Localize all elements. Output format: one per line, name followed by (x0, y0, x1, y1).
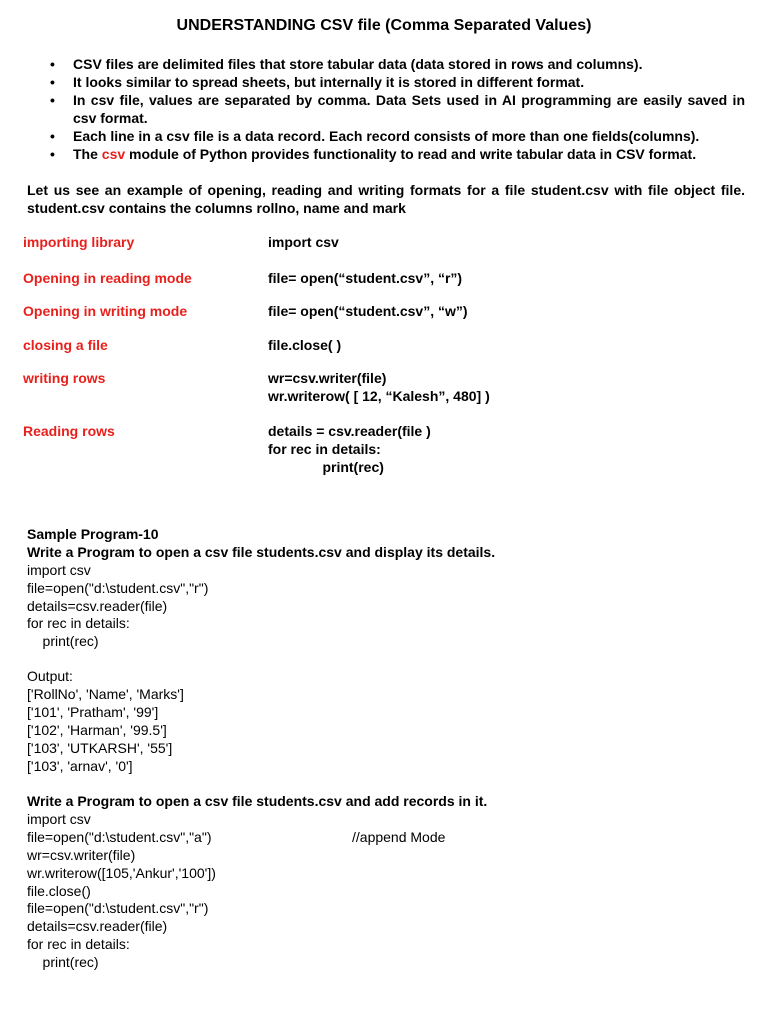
code-line: file.close() (27, 883, 91, 899)
operation-code: file.close( ) (268, 337, 342, 353)
code-line: for rec in details: (27, 615, 130, 631)
code-line: file=open("d:\student.csv","r") (27, 580, 209, 596)
code-line: import csv (27, 562, 91, 578)
operation-label: closing a file (23, 337, 108, 353)
output-line: ['103', 'arnav', '0'] (27, 758, 133, 774)
code-line: file=open("d:\student.csv","r") (27, 900, 209, 916)
code-line: import csv (27, 811, 91, 827)
operation-label: Opening in writing mode (23, 303, 188, 319)
code-comment: //append Mode (352, 829, 446, 845)
program-heading: Sample Program-10 (27, 526, 159, 542)
bullet-icon: • (50, 74, 55, 90)
csv-highlight: csv (101, 146, 126, 162)
operation-code: import csv (268, 234, 339, 250)
bullet-icon: • (50, 92, 55, 108)
code-line: for rec in details: (27, 936, 130, 952)
output-line: ['RollNo', 'Name', 'Marks'] (27, 686, 184, 702)
code-line: file=open("d:\student.csv","a") (27, 829, 212, 845)
program-task: Write a Program to open a csv file students.csv and display its details. (27, 544, 496, 560)
output-line: ['103', 'UTKARSH', '55'] (27, 740, 173, 756)
code-line: print(rec) (27, 633, 99, 649)
bullet-item: • The csv module of Python provides functionality to read and write tabular data in CSV format. (50, 146, 697, 162)
operation-code: file= open(“student.csv”, “w”) (268, 303, 468, 319)
bullet-icon: • (50, 56, 55, 72)
code-line: print(rec) (27, 954, 99, 970)
operation-code: wr=csv.writer(file) wr.writerow( [ 12, “Kalesh”, 480] ) (268, 370, 490, 404)
operation-label: Opening in reading mode (23, 270, 192, 286)
operation-label: writing rows (23, 370, 106, 386)
bullet-item: • Each line in a csv file is a data record. Each record consists of more than one fields(columns). (50, 128, 700, 144)
bullet-item: • In csv file, values are separated by comma. Data Sets used in AI programming are easily saved in csv format. (50, 92, 745, 126)
bullet-icon: • (50, 128, 55, 144)
output-line: ['102', 'Harman', '99.5'] (27, 722, 167, 738)
code-line: wr.writerow([105,'Ankur','100']) (27, 865, 216, 881)
program-task: Write a Program to open a csv file students.csv and add records in it. (27, 793, 488, 809)
operation-label: importing library (23, 234, 135, 250)
bullet-list (47, 55, 745, 163)
page-title: UNDERSTANDING CSV file (Comma Separated Values) (176, 17, 592, 34)
code-line: wr=csv.writer(file) (27, 847, 136, 863)
output-line: ['101', 'Pratham', '99'] (27, 704, 159, 720)
operation-label: Reading rows (23, 423, 115, 439)
bullet-item: • CSV files are delimited files that store tabular data (data stored in rows and columns). (50, 56, 643, 72)
code-line: details=csv.reader(file) (27, 918, 168, 934)
operation-code: details = csv.reader(file ) for rec in details: print(rec) (268, 423, 431, 475)
operation-code: file= open(“student.csv”, “r”) (268, 270, 463, 286)
code-line: details=csv.reader(file) (27, 598, 168, 614)
output-label: Output: (27, 668, 73, 684)
intro-paragraph: Let us see an example of opening, reading and writing formats for a file student.csv with file object file. student.csv contains the columns rollno, name and mark (27, 182, 745, 216)
bullet-item: • It looks similar to spread sheets, but internally it is stored in different format. (50, 74, 585, 90)
bullet-icon: • (50, 146, 55, 162)
